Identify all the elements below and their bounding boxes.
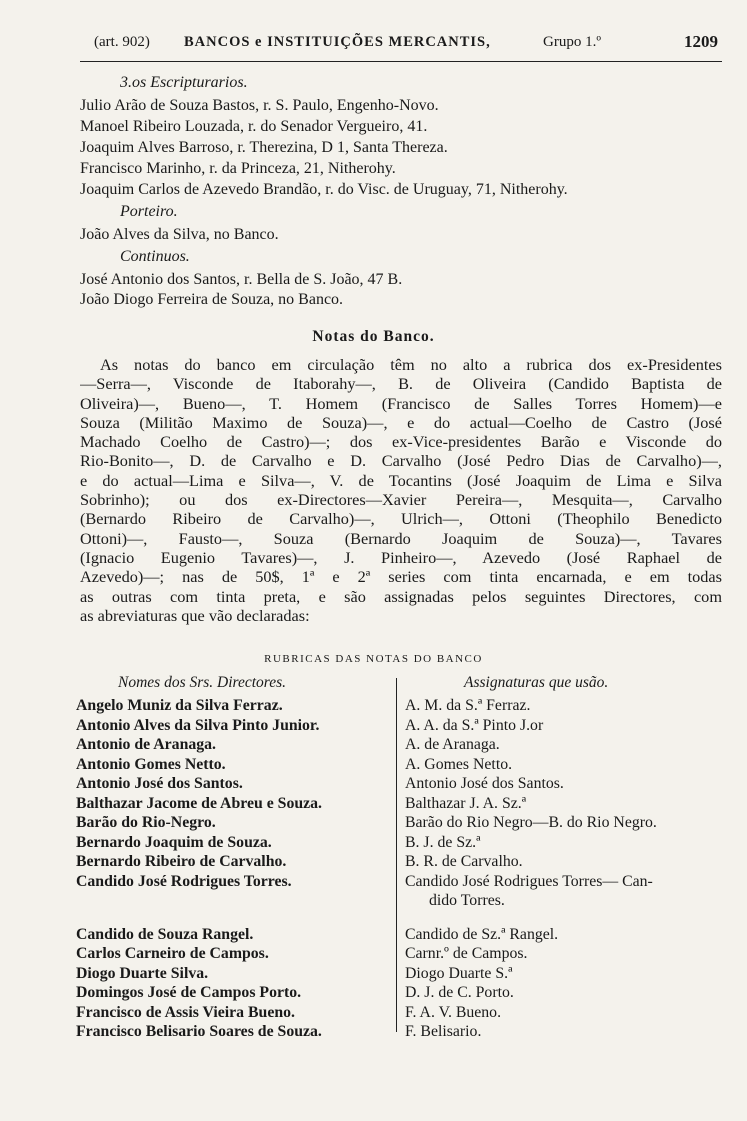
director-name: Diogo Duarte Silva. xyxy=(76,964,209,982)
paragraph-line: Machado Coelho de Castro)—; dos ex-Vice-presidentes Barão e Visconde do xyxy=(80,432,722,452)
signature: B. R. de Carvalho. xyxy=(405,853,523,870)
staff-entry: João Diogo Ferreira de Souza, no Banco. xyxy=(80,291,344,308)
signature: A. de Aranaga. xyxy=(405,736,500,753)
director-name: Antonio Alves da Silva Pinto Junior. xyxy=(76,716,320,734)
director-name: Francisco de Assis Vieira Bueno. xyxy=(76,1003,295,1021)
signature: F. Belisario. xyxy=(405,1023,482,1040)
row-gap xyxy=(405,911,657,925)
running-title: BANCOS e INSTITUIÇÕES MERCANTIS, xyxy=(184,34,491,50)
signature: D. J. de C. Porto. xyxy=(405,984,514,1001)
article-ref: (art. 902) xyxy=(94,34,150,50)
paragraph-line: e do actual—Lima e Silva—, V. de Tocantins (José Joaquim de Lima e Silva xyxy=(80,470,722,490)
director-name: Balthazar Jacome de Abreu e Souza. xyxy=(76,794,323,812)
director-name: Antonio de Aranaga. xyxy=(76,736,216,753)
staff-entry: Joaquim Alves Barroso, r. Therezina, D 1, Santa Thereza. xyxy=(80,139,448,156)
staff-entry: Joaquim Carlos de Azevedo Brandão, r. do Visc. de Uruguay, 71, Nitherohy. xyxy=(80,181,568,198)
blank-row xyxy=(76,891,322,911)
staff-entry: João Alves da Silva, no Banco. xyxy=(80,226,279,243)
signature: A. M. da S.ª Ferraz. xyxy=(405,697,531,714)
director-name: Candido de Souza Rangel. xyxy=(76,925,254,943)
section-heading-continuos: Continuos. xyxy=(120,248,190,265)
director-name: Antonio Gomes Netto. xyxy=(76,755,226,773)
signature: Candido José Rodrigues Torres— Can- xyxy=(405,872,653,890)
column-divider xyxy=(396,678,397,1032)
paragraph-line: —Serra—, Visconde de Itaborahy—, B. de Oliveira (Candido Baptista de xyxy=(80,374,722,394)
paragraph-line: Oliveira)—, Bueno—, T. Homem (Francisco de Salles Torres Homem)—e xyxy=(80,393,722,413)
director-name: Antonio José dos Santos. xyxy=(76,775,243,792)
paragraph-line: (Ignacio Eugenio Tavares)—, J. Pinheiro—, Azevedo (José Raphael de xyxy=(80,547,722,567)
section-heading-escripturarios: 3.os Escripturarios. xyxy=(120,74,248,91)
paragraph-line: as outras com tinta preta, e são assignadas pelos seguintes Directores, com xyxy=(80,586,722,606)
signature: Balthazar J. A. Sz.ª xyxy=(405,794,527,812)
signatures-column xyxy=(405,696,657,1042)
page-number: 1209 xyxy=(684,32,718,51)
paragraph-line: Azevedo)—; nas de 50$, 1ª e 2ª series com tinta encarnada, e em todas xyxy=(80,567,722,587)
signature: A. A. da S.ª Pinto J.or xyxy=(405,716,544,734)
section-heading-porteiro: Porteiro. xyxy=(120,203,178,220)
row-gap xyxy=(76,911,322,925)
director-name: Carlos Carneiro de Campos. xyxy=(76,945,269,962)
signature: Carnr.º de Campos. xyxy=(405,945,528,962)
staff-entry: Francisco Marinho, r. da Princeza, 21, Nitherohy. xyxy=(80,160,396,177)
page-header xyxy=(88,34,718,56)
paragraph-line: Rio-Bonito—, D. de Carvalho e D. Carvalho (José Pedro Dias de Carvalho)—, xyxy=(80,451,722,471)
signature: Candido de Sz.ª Rangel. xyxy=(405,925,559,943)
director-name: Barão do Rio-Negro. xyxy=(76,814,216,831)
staff-entry: José Antonio dos Santos, r. Bella de S. João, 47 B. xyxy=(80,271,403,288)
directors-names-column xyxy=(76,696,322,1042)
signature-continuation: dido Torres. xyxy=(429,892,505,909)
director-name: Angelo Muniz da Silva Ferraz. xyxy=(76,697,283,714)
signature: B. J. de Sz.ª xyxy=(405,833,481,851)
director-name: Bernardo Joaquim de Souza. xyxy=(76,833,272,851)
header-rule xyxy=(80,61,722,62)
notas-paragraph xyxy=(80,355,722,625)
director-name: Candido José Rodrigues Torres. xyxy=(76,872,292,890)
signature: Antonio José dos Santos. xyxy=(405,775,564,792)
paragraph-line: Souza (Militão Maximo de Souza)—, e do actual—Coelho de Castro (José xyxy=(80,412,722,432)
group-label: Grupo 1.º xyxy=(543,34,601,50)
column-header-names: Nomes dos Srs. Directores. xyxy=(118,674,287,691)
rubricas-heading: RUBRICAS DAS NOTAS DO BANCO xyxy=(264,653,483,665)
director-name: Bernardo Ribeiro de Carvalho. xyxy=(76,853,287,870)
director-name: Francisco Belisario Soares de Souza. xyxy=(76,1023,322,1040)
staff-entry: Manoel Ribeiro Louzada, r. do Senador Vergueiro, 41. xyxy=(80,118,428,135)
paragraph-line: Sobrinho); ou dos ex-Directores—Xavier Pereira—, Mesquita—, Carvalho xyxy=(80,490,722,510)
paragraph-line: as abreviaturas que vão declaradas: xyxy=(80,605,310,625)
section-heading-notas: Notas do Banco. xyxy=(312,328,435,345)
staff-entry: Julio Arão de Souza Bastos, r. S. Paulo, Engenho-Novo. xyxy=(80,97,439,114)
signature: Diogo Duarte S.ª xyxy=(405,964,513,982)
paragraph-line: As notas do banco em circulação têm no alto a rubrica dos ex-Presidentes xyxy=(100,355,722,374)
paragraph-line: Ottoni)—, Fausto—, Souza (Bernardo Joaquim de Souza)—, Tavares xyxy=(80,528,722,548)
signature: Barão do Rio Negro—B. do Rio Negro. xyxy=(405,814,657,831)
column-header-signatures: Assignaturas que usão. xyxy=(464,674,609,691)
signature: F. A. V. Bueno. xyxy=(405,1003,502,1021)
director-name: Domingos José de Campos Porto. xyxy=(76,984,302,1001)
signature: A. Gomes Netto. xyxy=(405,755,513,773)
paragraph-line: (Bernardo Ribeiro de Carvalho)—, Ulrich—, Ottoni (Theophilo Benedicto xyxy=(80,509,722,529)
